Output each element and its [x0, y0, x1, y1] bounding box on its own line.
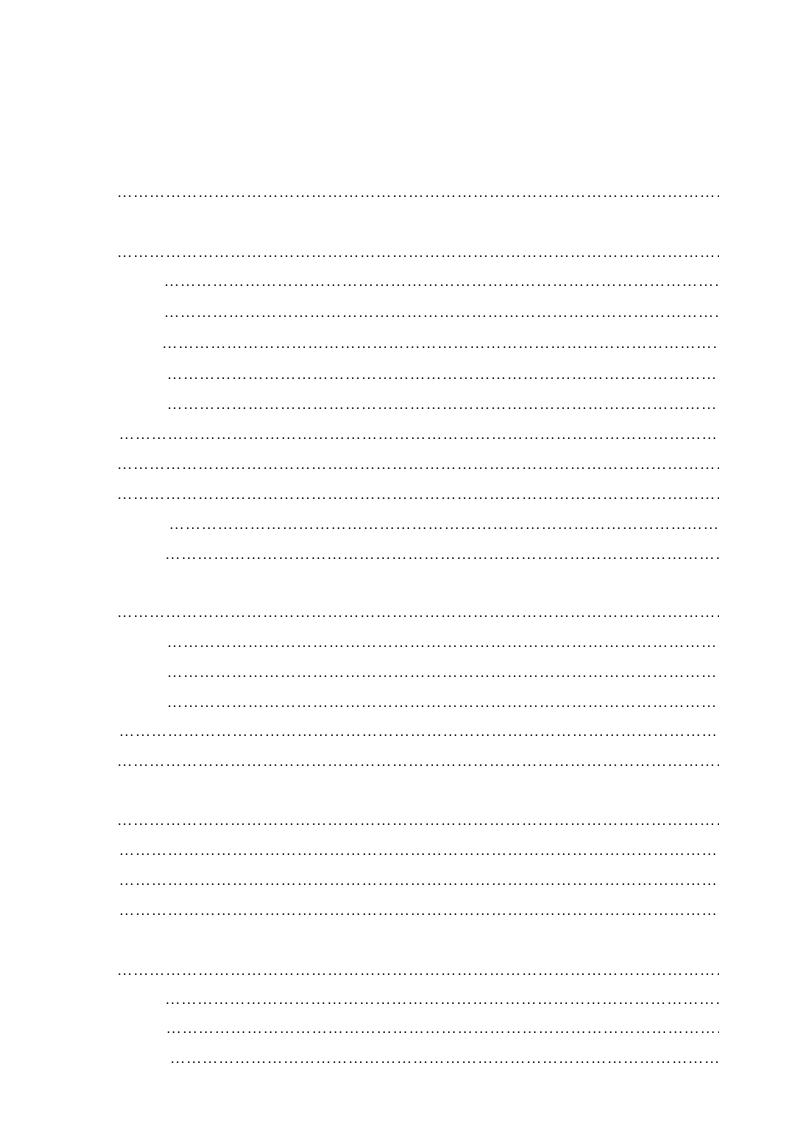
- toc-entry-2-1[interactable]: [116, 482, 720, 508]
- dot-leader: [117, 600, 719, 626]
- dot-leader: [119, 868, 719, 894]
- dot-leader: [167, 362, 719, 388]
- dot-leader: [117, 482, 719, 508]
- toc-entry-chapter3[interactable]: [118, 898, 720, 924]
- dot-leader: [119, 719, 719, 745]
- toc-entry-1-3-1[interactable]: [118, 362, 720, 388]
- toc-entry-3-1-line1[interactable]: [116, 928, 720, 954]
- dot-leader: [117, 180, 719, 206]
- toc-entry-2-1-6[interactable]: [118, 690, 720, 716]
- dot-leader: [167, 630, 719, 656]
- dot-leader: [167, 690, 719, 716]
- dot-leader: [119, 838, 719, 864]
- dot-leader: [117, 452, 719, 478]
- toc-entry-chapter1-line2[interactable]: [116, 240, 720, 266]
- toc-entry-2-2-1[interactable]: [116, 749, 720, 775]
- dot-leader: [169, 512, 719, 538]
- dot-leader: [167, 392, 719, 418]
- toc-entry-chapter2[interactable]: [116, 452, 720, 478]
- toc-entry-1-3[interactable]: [116, 331, 720, 357]
- toc-entry-2-1-3-line2[interactable]: [116, 600, 720, 626]
- toc-entry-3-4[interactable]: [118, 1046, 720, 1072]
- toc-entry-2-2-2-line2[interactable]: [116, 808, 720, 834]
- dot-leader: [119, 422, 719, 448]
- toc-entry-2-1-4[interactable]: [118, 630, 720, 656]
- dot-leader: [117, 240, 719, 266]
- toc-entry-2-2-2-line1[interactable]: [116, 779, 720, 805]
- toc-entry-2-2-4[interactable]: [118, 868, 720, 894]
- toc-entry-2-1-5[interactable]: [118, 660, 720, 686]
- dot-leader: [162, 331, 719, 357]
- dot-leader: [164, 269, 719, 295]
- dot-leader: [167, 660, 719, 686]
- toc-entry-2-2-3[interactable]: [118, 838, 720, 864]
- dot-leader: [117, 808, 719, 834]
- toc-entry-3-2[interactable]: [116, 987, 720, 1013]
- dot-leader: [166, 1016, 719, 1042]
- dot-leader: [165, 542, 719, 568]
- toc-entry-1-3-2[interactable]: [118, 392, 720, 418]
- toc-entry-3-1-line2[interactable]: [116, 958, 720, 984]
- toc-entry-1-1[interactable]: [116, 269, 720, 295]
- dot-leader: [164, 300, 719, 326]
- toc-entry-2-1-3-line1[interactable]: [116, 571, 720, 597]
- toc-entry-chapter1-line1[interactable]: [116, 211, 720, 237]
- dot-leader: [117, 749, 719, 775]
- toc-entry-1-2[interactable]: [116, 300, 720, 326]
- toc-entry-2-2[interactable]: [118, 719, 720, 745]
- toc-entry-2-1-2[interactable]: [116, 542, 720, 568]
- dot-leader: [165, 987, 719, 1013]
- dot-leader: [117, 958, 719, 984]
- dot-leader: [119, 898, 719, 924]
- toc-entry-intro[interactable]: [116, 180, 720, 206]
- dot-leader: [170, 1046, 719, 1072]
- toc-entry-2-1-1[interactable]: [116, 512, 720, 538]
- toc-entry-1-4[interactable]: [118, 422, 720, 448]
- toc-entry-3-3[interactable]: [116, 1016, 720, 1042]
